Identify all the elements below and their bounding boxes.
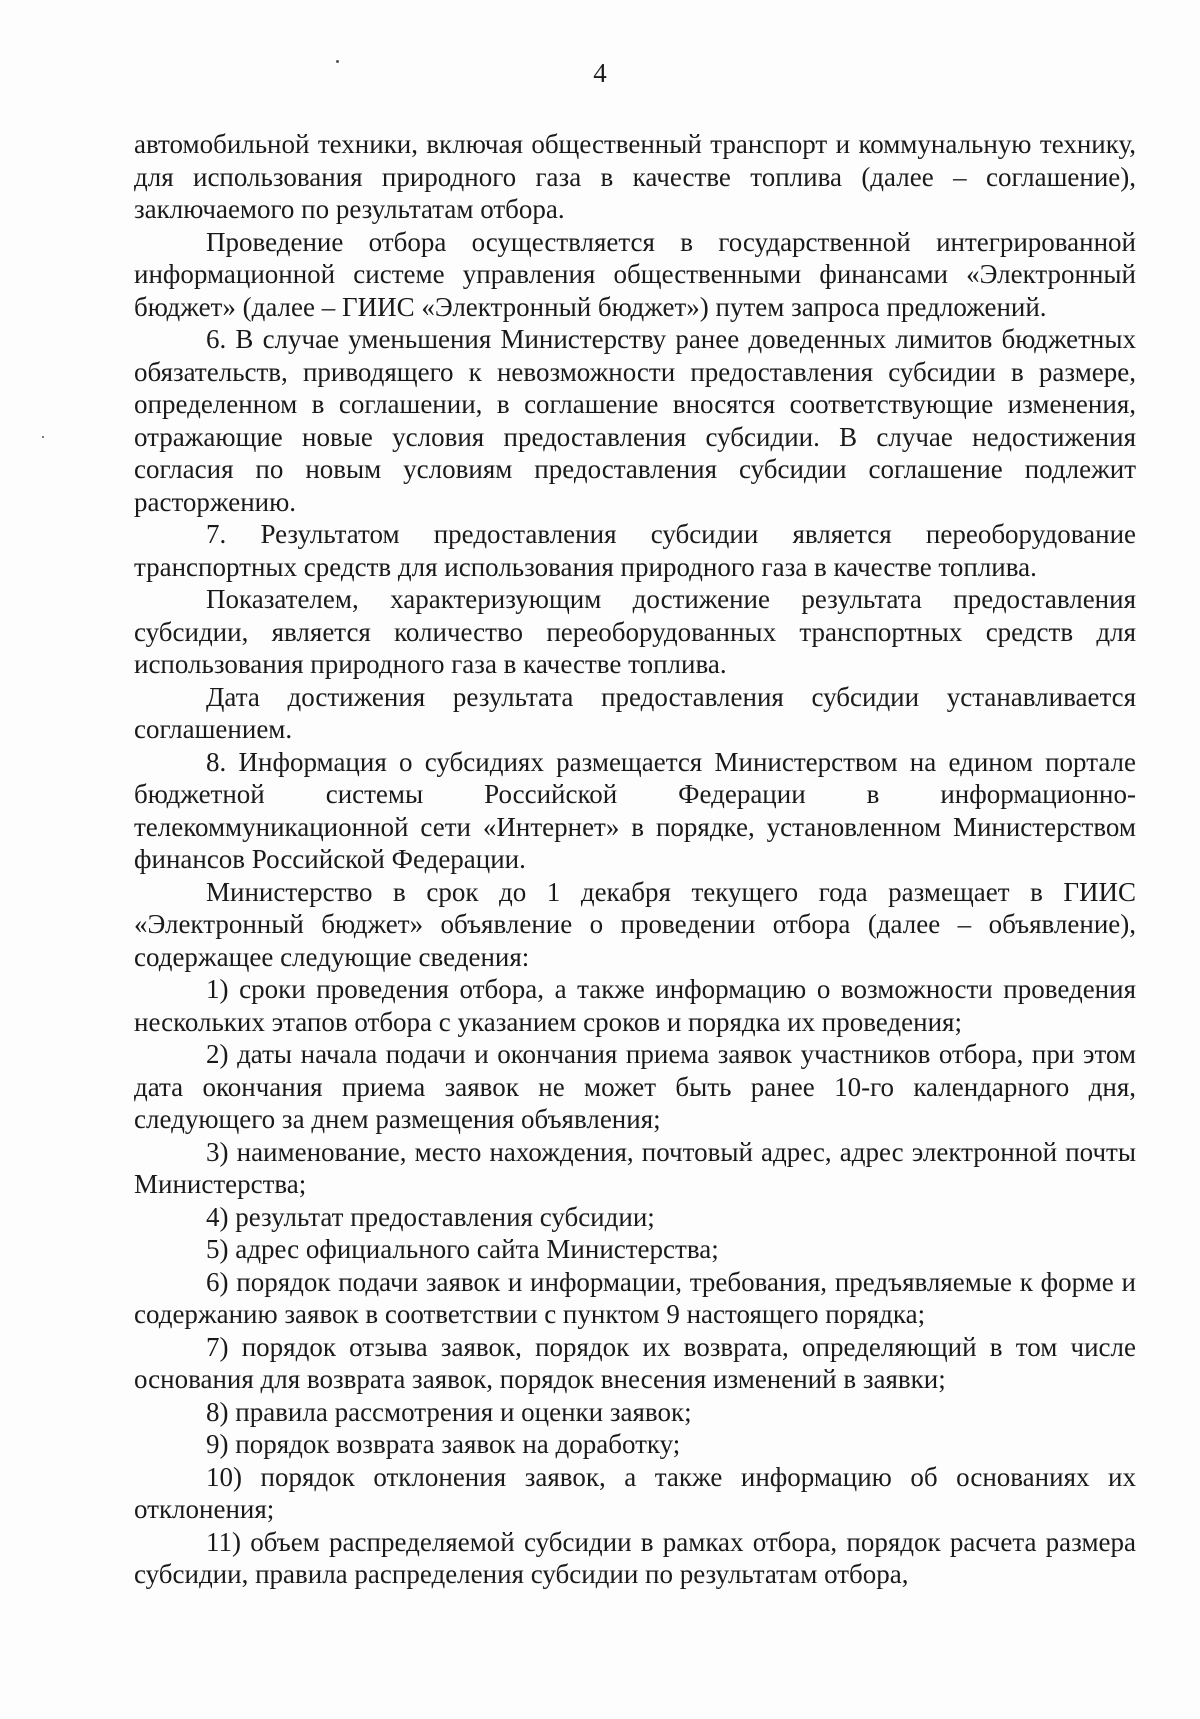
- paragraph: 6. В случае уменьшения Министерству ранее доведенных лимитов бюджетных обязательств, приводящего к невозможности предоставления субсидии в размере, определенном в соглашении, в соглашение вносятся соответствующие изменения, отражающие новые условия предоставления субсидии. В случае недостижения согласия по новым условиям предоставления субсидии соглашение подлежит расторжению.: [134, 324, 1136, 517]
- paragraph: 9) порядок возврата заявок на доработку;: [206, 1429, 681, 1459]
- scan-speck: [42, 436, 44, 438]
- paragraph: 1) сроки проведения отбора, а также информацию о возможности проведения нескольких этапов отбора с указанием сроков и порядка их проведения;: [134, 974, 1136, 1037]
- paragraph: Проведение отбора осуществляется в государственной интегрированной информационной системе управления общественными финансами «Электронный бюджет» (далее – ГИИС «Электронный бюджет») путем запроса предложений.: [134, 226, 1136, 322]
- paragraph: автомобильной техники, включая общественный транспорт и коммунальную технику, для использования природного газа в качестве топлива (далее – соглашение), заключаемого по результатам отбора.: [134, 129, 1136, 224]
- scan-speck: [336, 60, 339, 63]
- paragraph: 3) наименование, место нахождения, почтовый адрес, адрес электронной почты Министерства;: [134, 1136, 1136, 1199]
- paragraph: 2) даты начала подачи и окончания приема заявок участников отбора, при этом дата окончания приема заявок не может быть ранее 10-го календарного дня, следующего за днем размещения объявления;: [134, 1039, 1136, 1134]
- paragraph: 7. Результатом предоставления субсидии является переоборудование транспортных средств для использования природного газа в качестве топлива.: [134, 519, 1136, 582]
- page-number: 4: [593, 58, 607, 88]
- paragraph: 8) правила рассмотрения и оценки заявок;: [206, 1396, 692, 1427]
- paragraph: 6) порядок подачи заявок и информации, требования, предъявляемые к форме и содержанию заявок в соответствии с пунктом 9 настоящего порядка;: [134, 1266, 1136, 1329]
- paragraph: Дата достижения результата предоставления субсидии устанавливается соглашением.: [134, 681, 1136, 744]
- paragraph: Министерство в срок до 1 декабря текущего года размещает в ГИИС «Электронный бюджет» объявление о проведении отбора (далее – объявление), содержащее следующие сведения:: [134, 876, 1136, 972]
- paragraph: 7) порядок отзыва заявок, порядок их возврата, определяющий в том числе основания для возврата заявок, порядок внесения изменений в заявки;: [134, 1331, 1136, 1394]
- paragraph: 5) адрес официального сайта Министерства;: [206, 1234, 719, 1264]
- paragraph: 11) объем распределяемой субсидии в рамках отбора, порядок расчета размера субсидии, правила распределения субсидии по результатам отбора,: [134, 1526, 1136, 1589]
- paragraph: 10) порядок отклонения заявок, а также информацию об основаниях их отклонения;: [134, 1461, 1136, 1524]
- paragraph: 4) результат предоставления субсидии;: [206, 1201, 655, 1232]
- paragraph: 8. Информация о субсидиях размещается Министерством на едином портале бюджетной системы Российской Федерации в информационно-телекоммуникационной сети «Интернет» в порядке, установленном Министерством финансов Российской Федерации.: [134, 746, 1136, 874]
- paragraph: Показателем, характеризующим достижение результата предоставления субсидии, является количество переоборудованных транспортных средств для использования природного газа в качестве топлива.: [134, 584, 1136, 679]
- document-body: [134, 128, 1136, 1591]
